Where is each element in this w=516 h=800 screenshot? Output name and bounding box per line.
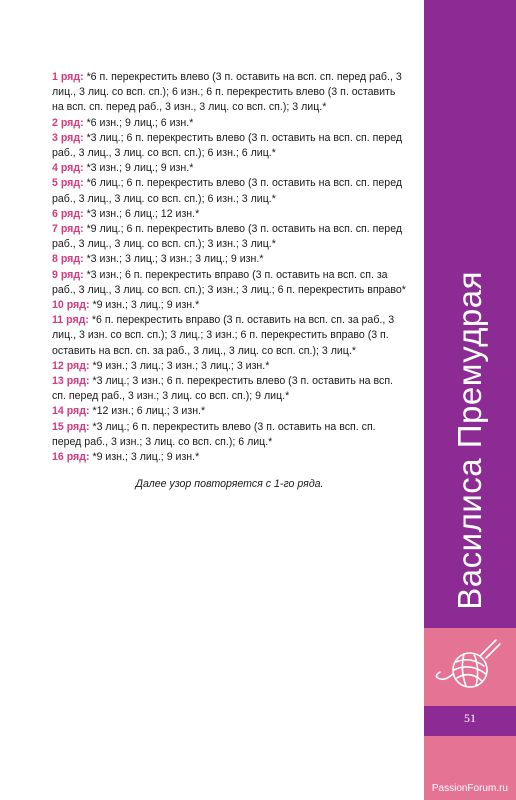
row-label: 11 ряд: <box>52 314 89 327</box>
pattern-row <box>52 298 407 313</box>
row-instructions: *9 изн.; 3 лиц.; 9 изн.* <box>92 299 200 312</box>
side-title-text: Василиса Премудрая <box>451 270 488 610</box>
pattern-row <box>52 404 407 419</box>
row-instructions: *9 изн.; 3 лиц.; 9 изн.* <box>92 451 200 464</box>
watermark: PassionForum.ru <box>431 783 508 794</box>
pattern-row <box>52 222 407 252</box>
row-instructions: *9 лиц.; 6 п. перекрестить влево (3 п. оставить на всп. сп. перед раб., 3 лиц., 3 лиц. со всп. сп.); 3 изн.; 3 лиц.* <box>52 223 403 251</box>
row-instructions: *3 изн.; 6 лиц.; 12 изн.* <box>86 207 200 220</box>
pattern-row <box>52 116 407 131</box>
row-instructions: *6 п. перекрестить вправо (3 п. оставить на всп. сп. за раб., 3 лиц., 3 изн. со всп. сп.); 3 лиц.; 3 изн.; 6 п. перекрестить вправо (3 п. оставить на всп. сп. за раб., 3 лиц., 3 лиц. со всп. сп.); 3 лиц.* <box>52 314 395 357</box>
pattern-row <box>52 374 407 404</box>
pattern-row <box>52 268 407 298</box>
row-label: 7 ряд: <box>52 223 84 236</box>
page-number: 51 <box>464 711 476 725</box>
row-instructions: *12 изн.; 6 лиц.; 3 изн.* <box>92 405 206 418</box>
pattern-row <box>52 420 407 450</box>
row-label: 9 ряд: <box>52 268 84 281</box>
row-label: 5 ряд: <box>52 177 84 190</box>
yarn-ball-icon <box>434 636 504 698</box>
row-instructions: *3 лиц.; 6 п. перекрестить влево (3 п. оставить на всп. сп. перед раб., 3 лиц., 3 лиц. со всп. сп.); 6 изн.; 6 лиц.* <box>52 131 403 160</box>
pattern-text <box>52 70 407 492</box>
row-instructions: *9 изн.; 3 лиц.; 3 изн.; 3 лиц.; 3 изн.* <box>92 359 270 372</box>
row-label: 14 ряд: <box>52 405 90 418</box>
row-instructions: *3 изн.; 9 лиц.; 9 изн.* <box>86 162 194 175</box>
row-label: 4 ряд: <box>52 162 84 175</box>
row-instructions: *3 изн.; 6 п. перекрестить вправо (3 п. оставить на всп. сп. за раб., 3 лиц., 3 лиц. со всп. сп.); 3 изн.; 3 лиц.; 6 п. перекрестить вправо* <box>52 268 406 296</box>
pattern-row <box>52 176 407 206</box>
pattern-row <box>52 207 407 222</box>
pattern-row <box>52 313 407 359</box>
row-label: 6 ряд: <box>52 207 84 220</box>
pattern-row <box>52 161 407 176</box>
pattern-row <box>52 252 407 267</box>
row-label: 13 ряд: <box>52 375 90 388</box>
side-title <box>430 260 510 620</box>
repeat-note: Далее узор повторяется с 1-го ряда. <box>135 478 324 491</box>
row-label: 3 ряд: <box>52 131 84 144</box>
row-instructions: *6 п. перекрестить влево (3 п. оставить на всп. сп. перед раб., 3 лиц., 3 лиц. со всп. сп.); 6 изн.; 6 п. перекрестить влево (3 п. оставить на всп. сп. перед раб., 3 изн., 3 лиц. со всп. сп.); 3 лиц.* <box>52 71 402 114</box>
row-list <box>52 70 407 465</box>
row-label: 16 ряд: <box>52 451 90 464</box>
side-tab <box>424 0 516 800</box>
row-instructions: *3 лиц.; 3 изн.; 6 п. перекрестить влево (3 п. оставить на всп. сп. перед раб., 3 изн.; 3 лиц. со всп. сп.); 9 лиц.* <box>52 375 393 403</box>
row-instructions: *3 лиц.; 6 п. перекрестить влево (3 п. оставить на всп. сп. перед раб., 3 изн.; 3 лиц. со всп. сп.); 6 лиц.* <box>52 420 376 448</box>
pattern-row <box>52 359 407 374</box>
row-label: 8 ряд: <box>52 253 84 266</box>
row-label: 15 ряд: <box>52 420 90 433</box>
pattern-row <box>52 450 407 465</box>
row-instructions: *6 изн.; 9 лиц.; 6 изн.* <box>86 116 194 129</box>
row-label: 10 ряд: <box>52 299 90 312</box>
row-label: 12 ряд: <box>52 359 90 372</box>
pattern-row <box>52 131 407 161</box>
row-instructions: *3 изн.; 3 лиц.; 3 изн.; 3 лиц.; 9 изн.* <box>86 253 264 266</box>
row-instructions: *6 лиц.; 6 п. перекрестить влево (3 п. оставить на всп. сп. перед раб., 3 лиц., 3 лиц. со всп. сп.); 6 изн.; 3 лиц.* <box>52 177 403 205</box>
row-label: 2 ряд: <box>52 116 84 129</box>
pattern-row <box>52 70 407 116</box>
row-label: 1 ряд: <box>52 71 84 83</box>
